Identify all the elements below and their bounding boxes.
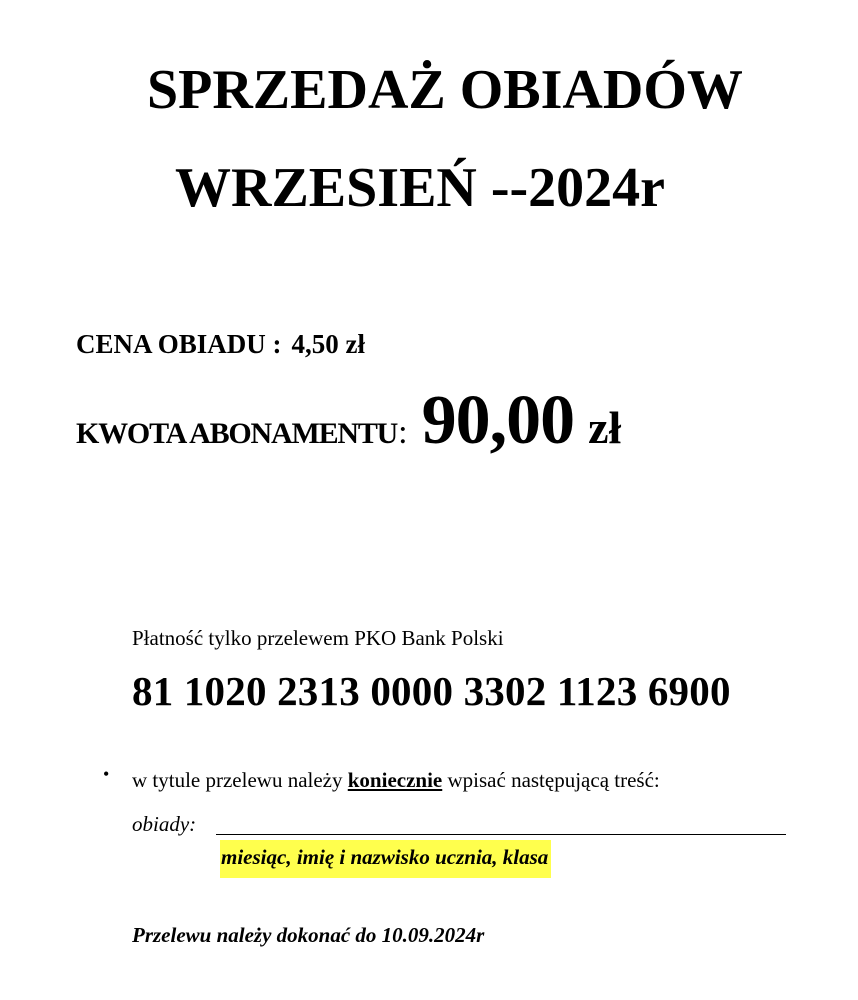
transfer-title-instruction	[132, 770, 660, 791]
subscription-label: KWOTA ABONAMENTU	[76, 417, 398, 450]
instruction-text-before: w tytule przelewu należy	[132, 768, 348, 792]
bank-account-number: 81 1020 2313 0000 3302 1123 6900	[132, 668, 731, 714]
instruction-emphasis: koniecznie	[347, 768, 443, 792]
payment-info: Płatność tylko przelewem PKO Bank Polski	[132, 626, 504, 650]
payment-deadline: Przelewu należy dokonać do 10.09.2024r	[132, 923, 485, 947]
bullet-icon: •	[103, 764, 110, 784]
field-hint-highlight: miesiąc, imię i nazwisko ucznia, klasa	[220, 840, 551, 878]
fill-in-line	[216, 834, 786, 835]
meal-price-label: CENA OBIADU :	[76, 329, 282, 359]
subscription-currency: zł	[588, 402, 622, 453]
meal-price-row	[76, 331, 365, 358]
meal-price-value: 4,50 zł	[291, 329, 366, 359]
title-line-2: WRZESIEŃ --2024r	[175, 157, 666, 219]
title-line-1: SPRZEDAŻ OBIADÓW	[147, 59, 743, 121]
obiady-field-label: obiady:	[132, 812, 197, 836]
instruction-text-after: wpisać następującą treść:	[442, 768, 660, 792]
subscription-row	[76, 382, 622, 459]
subscription-colon: :	[398, 414, 408, 451]
subscription-amount: 90,00	[421, 382, 575, 459]
